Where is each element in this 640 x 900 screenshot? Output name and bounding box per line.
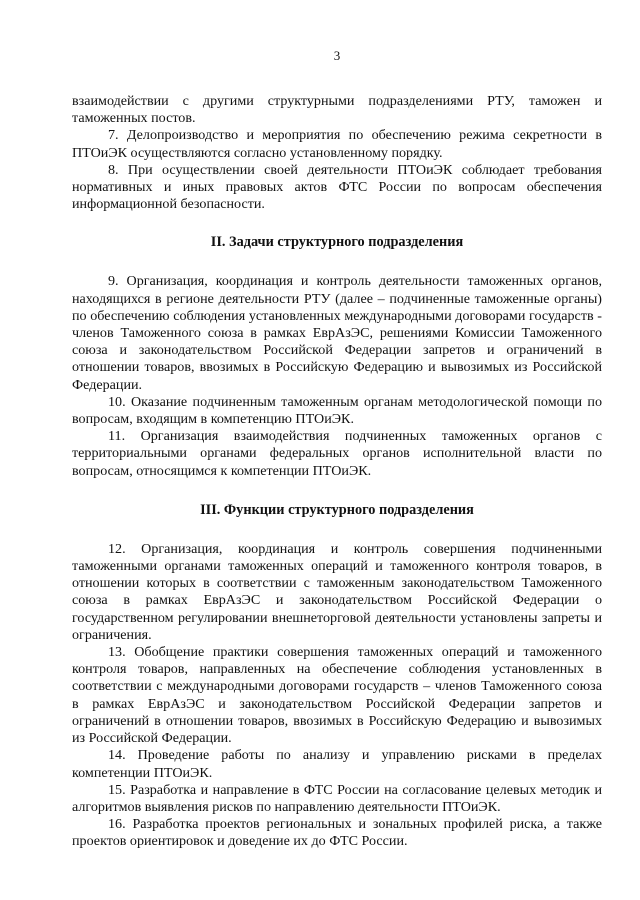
paragraph-13: 13. Обобщение практики совершения таможенных операций и таможенного контроля товаров, направленных на обеспечение соблюдения установленных в соответствии с международными договорами государств – членов Таможенного союза в рамках ЕврАзЭС и законодательством Российской Федерации запретов и ограничений в отношении товаров, ввозимых в Российскую Федерацию и вывозимых из Российской Федерации.: [72, 644, 602, 747]
paragraph-8: 8. При осуществлении своей деятельности ПТОиЭК соблюдает требования нормативных и иных правовых актов ФТС России по вопросам обеспечения информационной безопасности.: [72, 161, 602, 213]
paragraph-10: 10. Оказание подчиненным таможенным органам методологической помощи по вопросам, входящим в компетенцию ПТОиЭК.: [72, 393, 602, 428]
paragraph-continuation: взаимодействии с другими структурными подразделениями РТУ, таможен и таможенных постов.: [72, 93, 602, 127]
section-heading-tasks: II. Задачи структурного подразделения: [210, 234, 464, 251]
paragraph-9: 9. Организация, координация и контроль деятельности таможенных органов, находящихся в регионе деятельности РТУ (далее – подчиненные таможенные органы) по обеспечению соблюдения установленных международными договорами государств - членов Таможенного союза в рамках ЕврАзЭС, решениями Комиссии Таможенного союза и законодательством Российской Федерации запретов и ограничений в отношении товаров, ввозимых в Российскую Федерацию и вывозимых из Российской Федерации.: [72, 273, 602, 393]
paragraph-11: 11. Организация взаимодействия подчиненных таможенных органов с территориальными органами федеральных органов исполнительной власти по вопросам, относящимся к компетенции ПТОиЭК.: [72, 428, 602, 479]
paragraph-7: 7. Делопроизводство и мероприятия по обеспечению режима секретности в ПТОиЭК осуществляются согласно установленному порядку.: [72, 127, 602, 161]
page-number: 3: [333, 48, 341, 63]
paragraph-12: 12. Организация, координация и контроль совершения подчиненными таможенными органами таможенных операций и таможенного контроля товаров, в отношении которых в соответствии с таможенным законодательством Таможенного союза в рамках ЕврАзЭС и законодательством Российской Федерации о государственном регулировании внешнеторговой деятельности установлены запреты и ограничения.: [72, 540, 602, 643]
paragraph-16: 16. Разработка проектов региональных и зональных профилей риска, а также проектов ориентировок и доведение их до ФТС России.: [72, 816, 602, 850]
paragraph-15: 15. Разработка и направление в ФТС России на согласование целевых методик и алгоритмов выявления рисков по направлению деятельности ПТОиЭК.: [72, 781, 602, 815]
section-heading-functions: III. Функции структурного подразделения: [200, 501, 474, 518]
paragraph-14: 14. Проведение работы по анализу и управлению рисками в пределах компетенции ПТОиЭК.: [72, 747, 602, 781]
